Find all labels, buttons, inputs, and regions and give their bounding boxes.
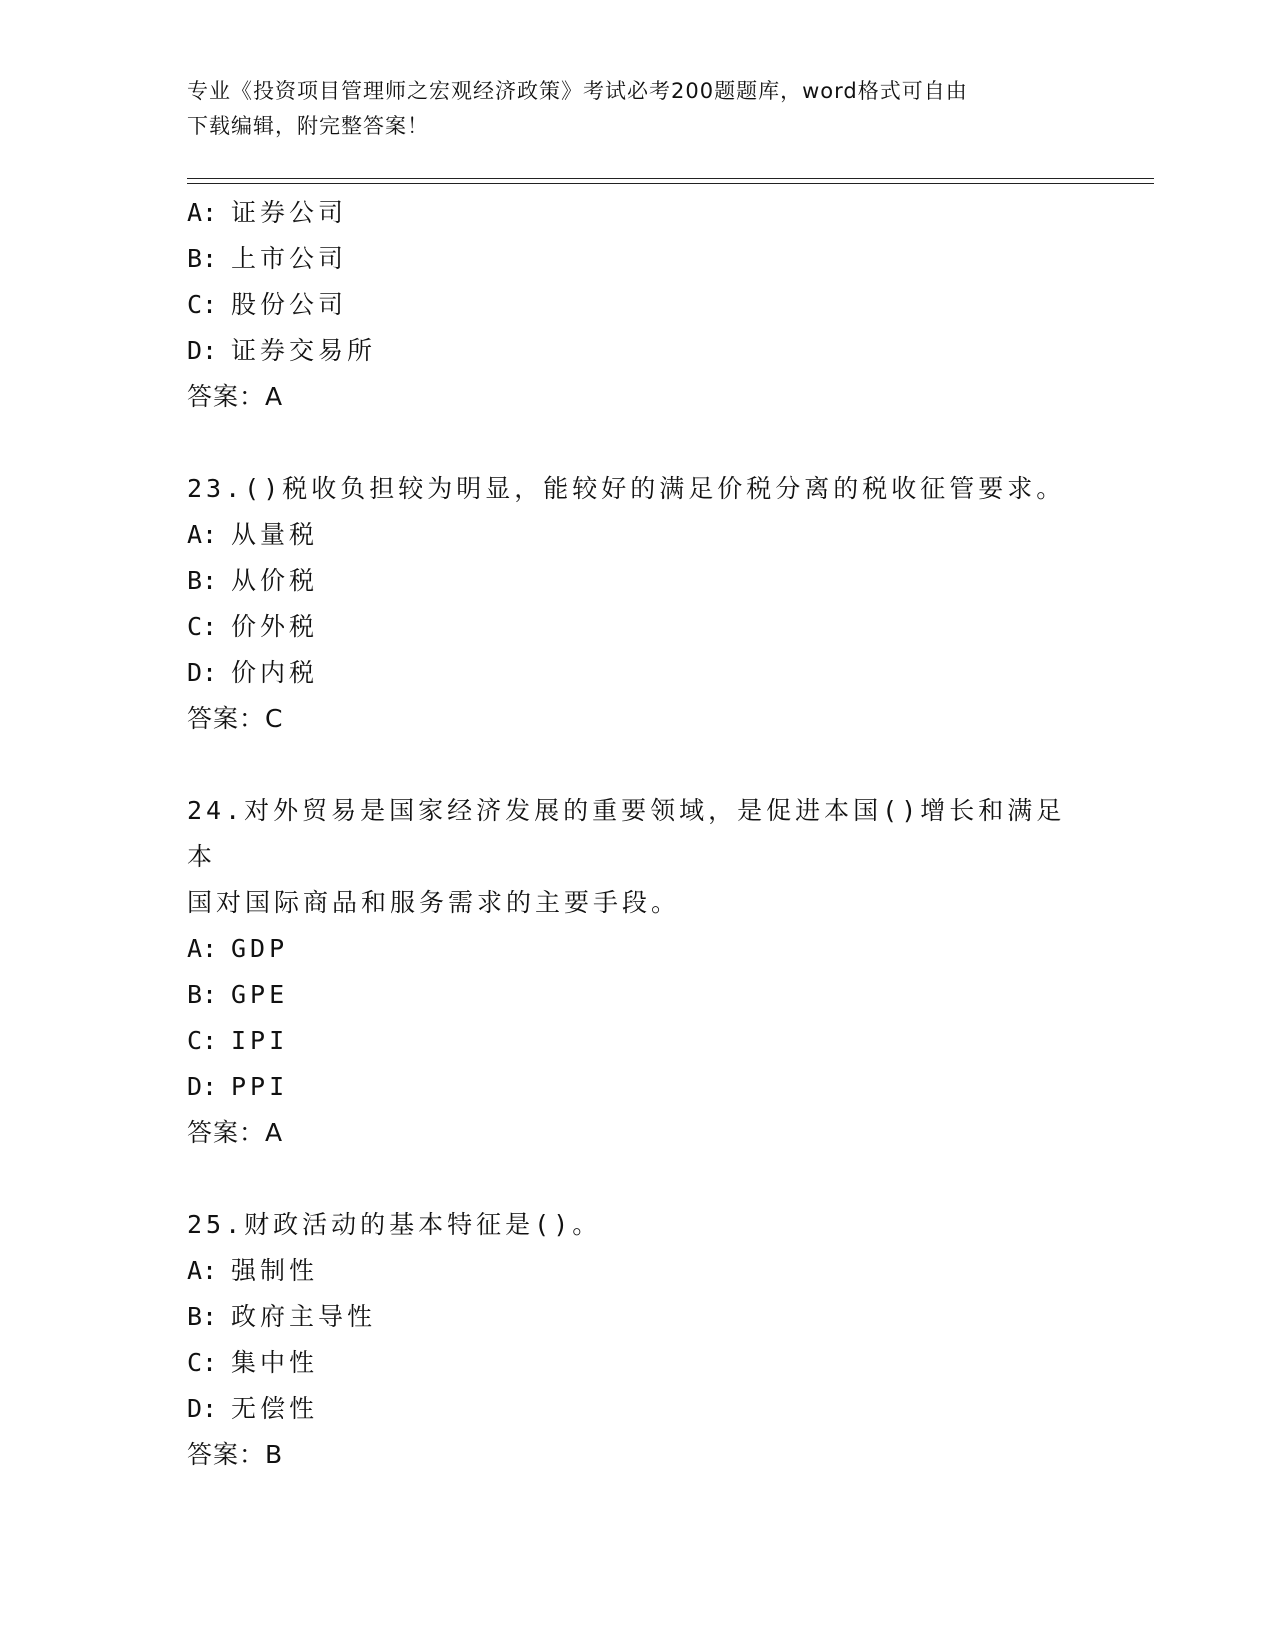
option-a: A: 证券公司 (187, 198, 348, 227)
header-rule-bottom (187, 183, 1154, 184)
answer: 答案：C (187, 704, 284, 733)
header-line-2: 下载编辑，附完整答案！ (187, 114, 429, 138)
question-stem: 25.财政活动的基本特征是()。 (187, 1210, 602, 1239)
header-line-1: 专业《投资项目管理师之宏观经济政策》考试必考200题题库，word格式可自由 (187, 79, 968, 103)
header-rule-top (187, 178, 1154, 179)
option-b: B: 从价税 (187, 566, 319, 595)
answer: 答案：B (187, 1440, 284, 1469)
option-d: D: 证券交易所 (187, 336, 377, 365)
question-stem-line-2: 国对国际商品和服务需求的主要手段。 (187, 888, 681, 917)
option-b: B: 政府主导性 (187, 1302, 377, 1331)
option-d: D: 价内税 (187, 658, 319, 687)
answer: 答案：A (187, 1118, 284, 1147)
option-b: B: GPE (187, 980, 289, 1009)
option-a: A: 强制性 (187, 1256, 319, 1285)
option-d: D: 无偿性 (187, 1394, 319, 1423)
option-c: C: 集中性 (187, 1348, 319, 1377)
option-a: A: 从量税 (187, 520, 319, 549)
spacer (187, 420, 1087, 466)
spacer (187, 742, 1087, 788)
question-stem: 23.()税收负担较为明显，能较好的满足价税分离的税收征管要求。 (187, 474, 1066, 503)
option-c: C: 价外税 (187, 612, 319, 641)
document-header (187, 74, 1067, 144)
question-stem-line-1: 24.对外贸易是国家经济发展的重要领域，是促进本国()增长和满足本 (187, 796, 1066, 871)
spacer (187, 1156, 1087, 1202)
option-b: B: 上市公司 (187, 244, 348, 273)
option-a: A: GDP (187, 934, 289, 963)
answer: 答案：A (187, 382, 284, 411)
option-c: C: IPI (187, 1026, 289, 1055)
option-d: D: PPI (187, 1072, 289, 1101)
question-24 (187, 788, 1087, 1156)
option-c: C: 股份公司 (187, 290, 348, 319)
question-25 (187, 1202, 1087, 1478)
question-list (187, 190, 1087, 1478)
question-23 (187, 466, 1087, 742)
question-22-continued (187, 190, 1087, 420)
